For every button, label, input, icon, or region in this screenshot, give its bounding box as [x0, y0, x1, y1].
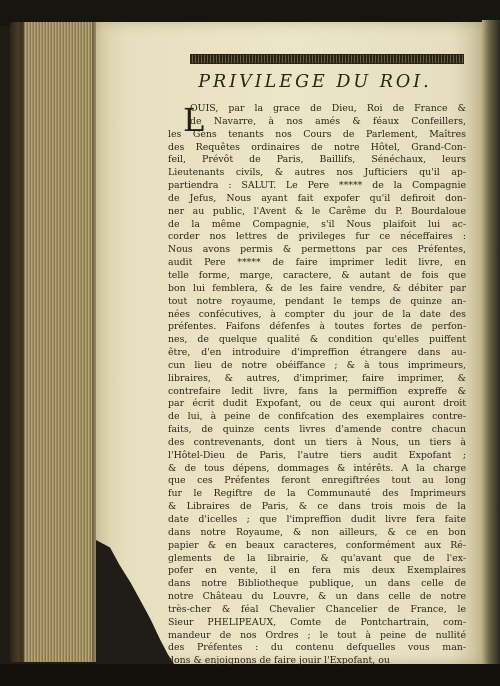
- text-line: mandeur de nos Ordres ; le tout à peine de nullité: [168, 629, 466, 641]
- text-line: & de tous dépens, dommages & intérêts. A la charge: [168, 462, 466, 474]
- text-line: contrefaire ledit livre, fans la permiffion expreffe &: [168, 385, 466, 397]
- text-line: des Requêtes ordinaires de notre Hôtel, Grand-Con-: [168, 141, 466, 153]
- text-line: nes, de quelque qualité & condition qu'elles puiffent: [168, 334, 466, 346]
- text-line: OUIS, par la grace de Dieu, Roi de France &: [190, 103, 466, 114]
- text-line: cun lieu de notre obéiffance ; & à tous imprimeurs,: [168, 359, 466, 371]
- text-line: tout notre royaume, pendant le temps de quinze an-: [168, 295, 466, 307]
- text-line: de Navarre, à nos amés & féaux Confeillers,: [190, 115, 466, 127]
- text-line: les Gens tenants nos Cours de Parlement, Maîtres: [168, 128, 466, 140]
- text-line: partiendra : SALUT. Le Pere ***** de la Compagnie: [168, 180, 466, 192]
- privilege-text: [168, 103, 466, 668]
- text-line: par écrit dudit Expofant, ou de ceux qui auront droit: [168, 398, 466, 410]
- text-line: Lieutenants civils, & autres nos Jufticiers qu'il ap-: [168, 167, 466, 179]
- text-line: fur le Regiftre de la Communauté des Imprimeurs: [168, 488, 466, 500]
- text-line: glements de la librairie, & qu'avant que de l'ex-: [168, 552, 466, 564]
- text-line: date d'icelles ; que l'impreffion dudit livre fera faite: [168, 514, 466, 525]
- text-line: bon lui femblera, & de les faire vendre, & débiter par: [168, 282, 466, 294]
- text-line: pofer en vente, il en fera mis deux Exemplaires: [168, 565, 466, 577]
- text-line: préfentes. Faifons défenfes à toutes fortes de perfon-: [168, 321, 466, 333]
- text-line: des contrevenants, dont un tiers à Nous, un tiers à: [168, 436, 466, 448]
- text-line: feil, Prévôt de Paris, Baillifs, Sénéchaux, leurs: [168, 154, 466, 166]
- text-line: l'Hôtel-Dieu de Paris, l'autre tiers audit Expofant ;: [168, 449, 466, 461]
- text-line: telle forme, marge, caractere, & autant de fois que: [168, 269, 466, 281]
- text-line: de Jefus, Nous ayant fait expofer qu'il defiroit don-: [168, 192, 466, 204]
- text-line: de lui, à peine de confifcation des exemplaires contre-: [168, 411, 466, 423]
- text-line: être, d'en introduire d'impreffion étrangere dans au-: [168, 347, 466, 359]
- text-line: audit Pere ***** de faire imprimer ledit livre, en: [168, 257, 466, 269]
- page-edges: [22, 22, 98, 662]
- text-line: des Préfentes : du contenu defquelles vous man-: [168, 642, 466, 654]
- text-line: de la même Compagnie, s'il Nous plaifoit lui ac-: [168, 218, 466, 230]
- text-line: faits, de quinze cents livres d'amende contre chacun: [168, 424, 466, 436]
- text-line: & Libraires de Paris, & ce dans trois mois de la: [168, 501, 466, 513]
- text-line: dons & enjoignons de faire jouir l'Expofant, ou: [168, 655, 390, 667]
- text-line: corder nos lettres de privileges fur ce néceffaires :: [168, 231, 466, 243]
- drop-cap: L: [183, 101, 205, 139]
- text-line: papier & en beaux caracteres, conformément aux Ré-: [168, 539, 466, 551]
- text-line: libraires, & autres, d'imprimer, faire imprimer, &: [168, 372, 466, 384]
- text-line: notre Château du Louvre, & un dans celle de notre: [168, 591, 466, 603]
- facing-page-edge: [482, 20, 500, 666]
- text-line: Nous avons permis & permettons par ces Préfentes,: [168, 244, 466, 256]
- text-line: Sieur PHELIPEAUX, Comte de Pontchartrain, com-: [168, 616, 466, 628]
- ornamental-rule: [190, 54, 464, 64]
- text-line: ner au public, l'Avent & le Carême du P. Bourdaloue: [168, 205, 466, 217]
- page-title: PRIVILEGE DU ROI.: [198, 72, 432, 92]
- text-line: très-cher & féal Chevalier Chancelier de France, le: [168, 603, 466, 615]
- text-line: dans notre Royaume, & non ailleurs, & ce en bon: [168, 526, 466, 538]
- text-line: dans notre Bibliotheque publique, un dans celle de: [168, 578, 466, 590]
- text-line: que ces Préfentes feront enregiftrées tout au long: [168, 475, 466, 487]
- text-line: nées confécutives, à compter du jour de la date des: [168, 308, 466, 320]
